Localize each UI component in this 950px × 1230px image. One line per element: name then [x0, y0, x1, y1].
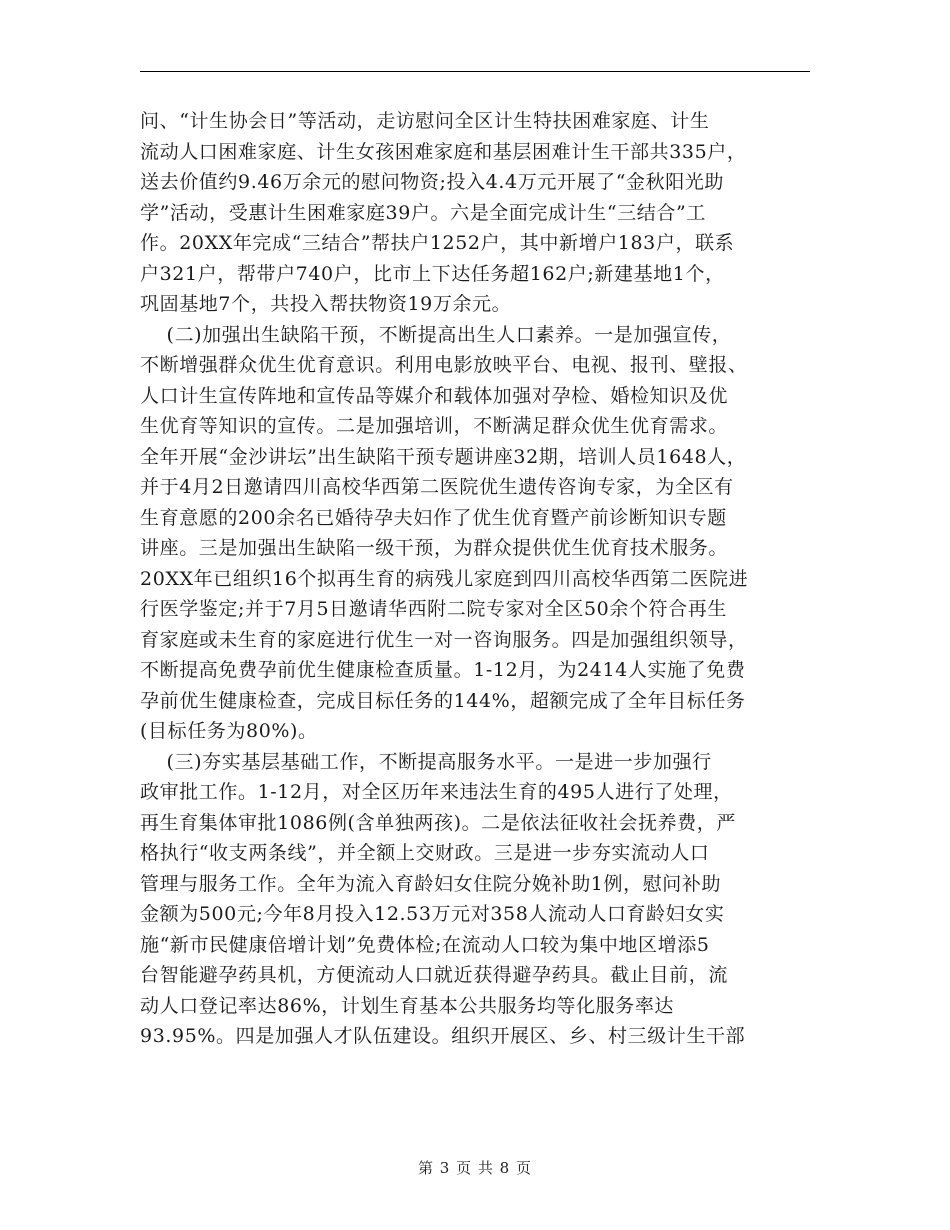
- text-line: 并于4月2日邀请四川高校华西第二医院优生遗传咨询专家，为全区有: [140, 476, 734, 498]
- text-line: 送去价值约9.46万余元的慰问物资;投入4.4万元开展了“金秋阳光助: [140, 171, 725, 193]
- text-line: 93.95%。四是加强人才队伍建设。组织开展区、乡、村三级计生干部: [140, 1025, 746, 1047]
- page-footer: 第 3 页 共 8 页: [418, 1159, 532, 1177]
- text-line: 不断增强群众优生优育意识。利用电影放映平台、电视、报刊、壁报、: [140, 354, 748, 376]
- text-line: 育家庭或未生育的家庭进行优生一对一咨询服务。四是加强组织领导，: [140, 628, 748, 651]
- text-line: 动人口登记率达86%，计划生育基本公共服务均等化服务率达: [140, 994, 675, 1017]
- text-line: 人口计生宣传阵地和宣传品等媒介和载体加强对孕检、婚检知识及优: [140, 384, 729, 407]
- text-line: 流动人口困难家庭、计生女孩困难家庭和基层困难计生干部共335户，: [140, 140, 747, 163]
- text-line: 行医学鉴定;并于7月5日邀请华西附二院专家对全区50余个符合再生: [140, 598, 727, 620]
- text-line: 管理与服务工作。全年为流入育龄妇女住院分娩补助1例，慰问补助: [140, 872, 722, 895]
- text-line: 格执行“收支两条线”，并全额上交财政。三是进一步夯实流动人口: [140, 842, 710, 864]
- text-line: 再生育集体审批1086例(含单独两孩)。二是依法征收社会抚养费，严: [140, 811, 736, 834]
- text-line: 讲座。三是加强出生缺陷一级干预，为群众提供优生优育技术服务。: [140, 537, 729, 559]
- text-line: 不断提高免费孕前优生健康检查质量。1-12月，为2414人实施了免费: [140, 659, 746, 681]
- text-line: (三)夯实基层基础工作，不断提高服务水平。一是进一步加强行: [140, 750, 712, 773]
- text-line: 巩固基地7个，共投入帮扶物资19万余元。: [140, 293, 512, 315]
- text-line: 生育意愿的200余名已婚待孕夫妇作了优生优育暨产前诊断知识专题: [140, 506, 727, 529]
- text-line: 金额为500元;今年8月投入12.53万元对358人流动人口育龄妇女实: [140, 903, 725, 925]
- text-line: 政审批工作。1-12月，对全区历年来违法生育的495人进行了处理，: [140, 781, 733, 803]
- text-line: 户321户，帮带户740户，比市上下达任务超162户;新建基地1个，: [140, 262, 725, 285]
- header-rule: [140, 71, 810, 72]
- text-line: (目标任务为80%)。: [140, 720, 318, 742]
- text-line: 孕前优生健康检查，完成目标任务的144%，超额完成了全年目标任务: [140, 689, 746, 712]
- document-body: [140, 106, 830, 1052]
- text-line: 问、“计生协会日”等活动，走访慰问全区计生特扶困难家庭、计生: [140, 110, 710, 132]
- text-line: 生优育等知识的宣传。二是加强培训，不断满足群众优生优育需求。: [140, 415, 729, 437]
- text-line: 作。20XX年完成“三结合”帮扶户1252户，其中新增户183户，联系: [140, 232, 735, 254]
- text-line: 台智能避孕药具机，方便流动人口就近获得避孕药具。截止目前，流: [140, 964, 729, 986]
- text-line: 全年开展“金沙讲坛”出生缺陷干预专题讲座32期，培训人员1648人，: [140, 445, 747, 468]
- text-line: (二)加强出生缺陷干预，不断提高出生人口素养。一是加强宣传，: [140, 323, 732, 346]
- text-line: 施“新市民健康倍增计划”免费体检;在流动人口较为集中地区增添5: [140, 933, 710, 956]
- text-line: 20XX年已组织16个拟再生育的病残儿家庭到四川高校华西第二医院进: [140, 567, 749, 590]
- text-line: 学”活动，受惠计生困难家庭39户。六是全面完成计生“三结合”工: [140, 201, 706, 224]
